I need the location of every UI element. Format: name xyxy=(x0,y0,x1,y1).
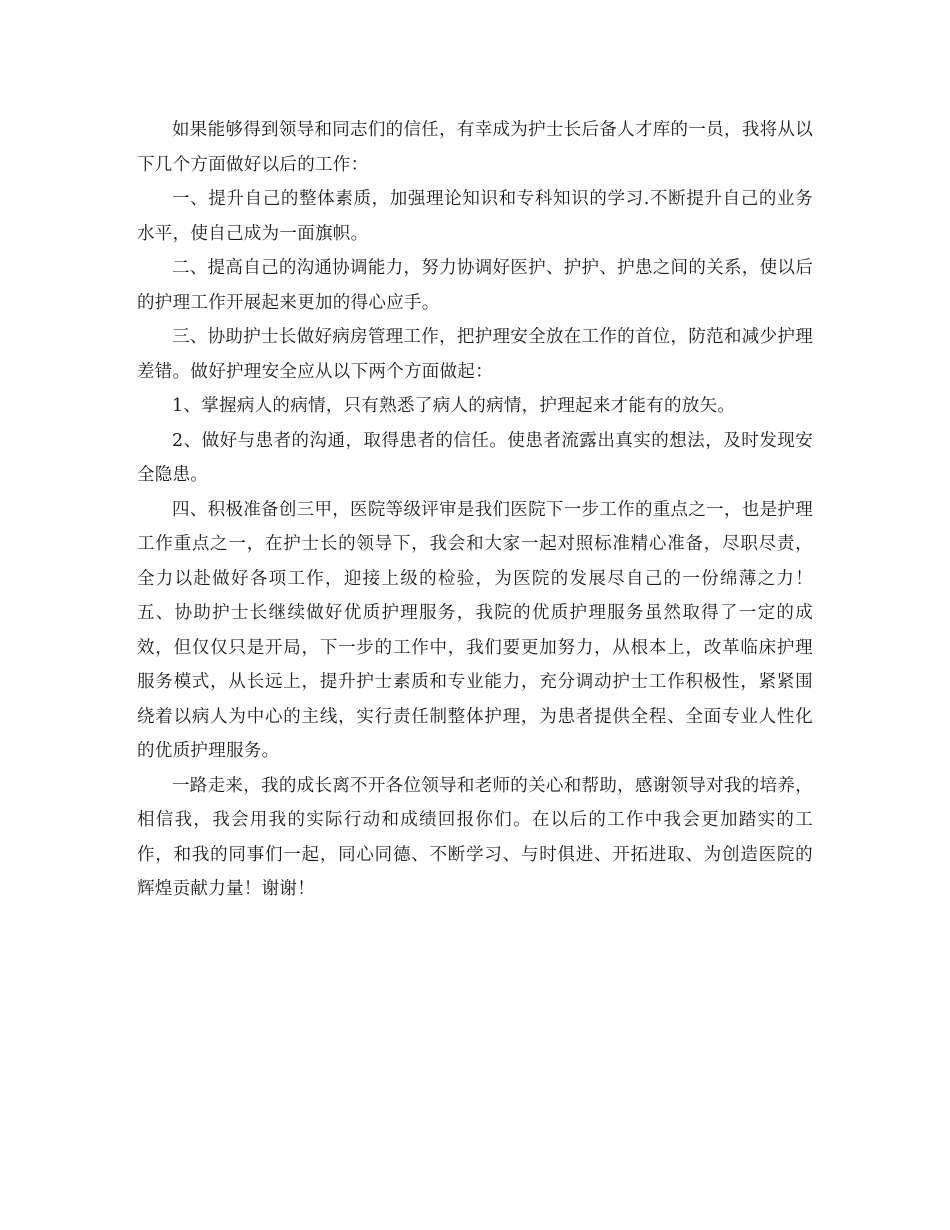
paragraph-subpoint-2: 2、做好与患者的沟通，取得患者的信任。使患者流露出真实的想法，及时发现安全隐患。 xyxy=(137,430,813,485)
paragraph-point-2: 二、提高自己的沟通协调能力，努力协调好医护、护护、护患之间的关系，使以后的护理工作开展起来更加的得心应手。 xyxy=(137,258,813,313)
paragraph-subpoint-1: 1、掌握病人的病情，只有熟悉了病人的病情，护理起来才能有的放矢。 xyxy=(172,396,736,416)
paragraph-point-4-5: 四、积极准备创三甲，医院等级评审是我们医院下一步工作的重点之一，也是护理工作重点之一，在护士长的领导下，我会和大家一起对照标准精心准备，尽职尽责，全力以赴做好各项工作，迎接上级的检验，为医院的发展尽自己的一份绵薄之力！ 五、协助护士长继续做好优质护理服务，我院的优质护理服务虽然取得了一定的成效，但仅仅只是开局，下一步的工作中，我们要更加努力，从根本上，改革临床护理服务模式，从长远上，提升护士素质和专业能力，充分调动护士工作积极性，紧紧围绕着以病人为中心的主线，实行责任制整体护理，为患者提供全程、全面专业人性化的优质护理服务。 xyxy=(137,499,813,761)
document-body xyxy=(137,113,813,907)
paragraph-point-3: 三、协助护士长做好病房管理工作，把护理安全放在工作的首位，防范和减少护理差错。做好护理安全应从以下两个方面做起： xyxy=(137,327,813,382)
paragraph-closing: 一路走来，我的成长离不开各位领导和老师的关心和帮助，感谢领导对我的培养，相信我，我会用我的实际行动和成绩回报你们。在以后的工作中我会更加踏实的工作，和我的同事们一起，同心同德、不断学习、与时俱进、开拓进取、为创造医院的辉煌贡献力量！谢谢！ xyxy=(137,775,813,899)
paragraph-intro: 如果能够得到领导和同志们的信任，有幸成为护士长后备人才库的一员，我将从以下几个方面做好以后的工作： xyxy=(137,120,813,175)
paragraph-point-1: 一、提升自己的整体素质，加强理论知识和专科知识的学习.不断提升自己的业务水平，使自己成为一面旗帜。 xyxy=(137,189,813,244)
